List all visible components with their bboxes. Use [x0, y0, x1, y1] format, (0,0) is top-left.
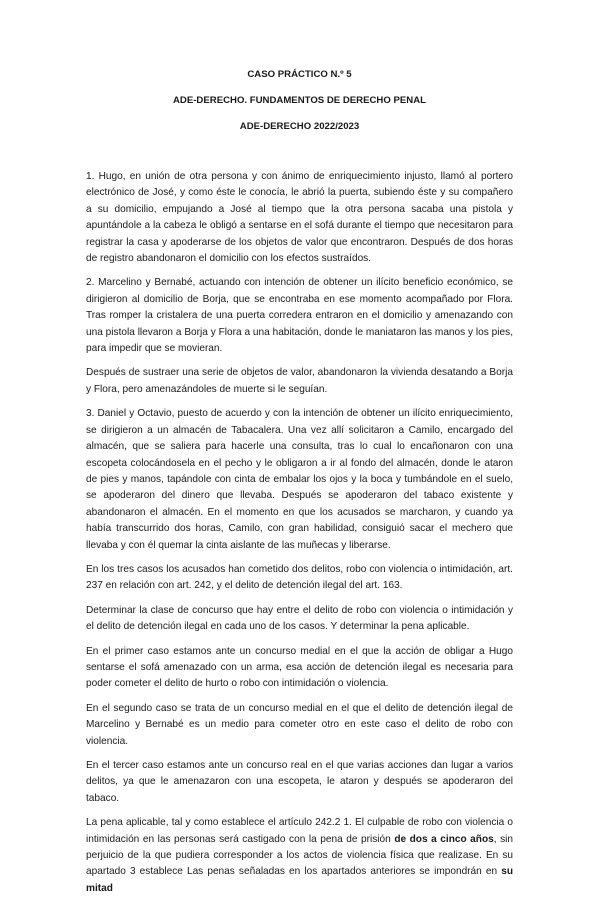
document-subtitle: ADE-DERECHO. FUNDAMENTOS DE DERECHO PENAL	[172, 95, 426, 106]
paragraph-applicable-penalty	[86, 815, 513, 897]
penalty-bold-a: de dos a cinco años	[394, 833, 494, 845]
paragraph-case-1: 1. Hugo, en unión de otra persona y con ánimo de enriquecimiento injusto, llamó al portero electrónico de José, y como éste le conocía, le abrió la puerta, subiendo éste y su compañero a su domicilio, empujando a José al tiempo que la otra persona sacaba una pistola y apuntándole a la cabeza le obligó a sentarse en el sofá durante el tiempo que necesitaron para registrar la casa y apoderarse de los objetos de valor que encontraron. Después de dos horas de registro abandonaron el domicilio con los efectos sustraídos.	[86, 171, 513, 265]
paragraph-answer-case-1: En el primer caso estamos ante un concurso medial en el que la acción de obligar a Hugo sentarse el sofá amenazado con un arma, esa acción de detención ilegal es necesaria para poder cometer el delito de hurto o robo con intimidación o violencia.	[86, 645, 513, 690]
paragraph-answer-case-3: En el tercer caso estamos ante un concurso real en el que varias acciones dan lugar a varios delitos, ya que le amenazaron con una escopeta, le ataron y después se apoderaron del tabaco.	[86, 760, 513, 804]
paragraph-answer-case-2: En el segundo caso se trata de un concurso medial en el que el delito de detención ilegal de Marcelino y Bernabé es un medio para cometer otro en este caso el delito de robo con violencia.	[86, 702, 513, 747]
paragraph-case-2-continued: Después de sustraer una serie de objetos de valor, abandonaron la vivienda desatando a Borja y Flora, pero amenazándoles de muerte si le seguían.	[86, 367, 513, 395]
penalty-text-b: , sin perjuicio de la que pudiera corresponder a los actos de violencia física que realizase. En su apartado 3 establece Las penas señaladas en los apartados anteriores se impondrán en	[86, 833, 513, 878]
penalty-text-a: La pena aplicable, tal y como establece el artículo 242.2 1. El culpable de robo con violencia o intimidación en las personas será castigado con la pena de prisión	[86, 817, 513, 845]
paragraph-case-2: 2. Marcelino y Bernabé, actuando con intención de obtener un ilícito beneficio económico, se dirigieron al domicilio de Borja, que se encontraba en ese momento acompañado por Flora. Tras romper la cristalera de una puerta corredera entraron en el domicilio y amenazando con una pistola llevaron a Borja y Flora a una habitación, donde le maniataron las manos y los pies, para impedir que se movieran.	[86, 277, 513, 355]
paragraph-case-3: 3. Daniel y Octavio, puesto de acuerdo y con la intención de obtener un ilícito enriquecimiento, se dirigieron a un almacén de Tabacalera. Una vez allí solicitaron a Camilo, encargado del almacén, que se saliera para hacerle una consulta, tras lo cual lo encañonaron con una escopeta colocándosela en el pecho y le obligaron a ir al fondo del almacén, donde le ataron de pies y manos, tapándole con cinta de embalar los ojos y la boca y tumbándole en el suelo, se apoderaron del dinero que llevaba. Después se apoderaron del tabaco existente y abandonaron el almacén. En el momento en que los acusados se marcharon, y cuando ya había transcurrido dos horas, Camilo, con gran habilidad, consiguió sacar el mechero que llevaba y con él quemar la cinta aislante de las muñecas y liberarse.	[86, 408, 513, 551]
penalty-bold-b: su mitad	[86, 866, 513, 894]
document-title: CASO PRÁCTICO N.º 5	[247, 69, 352, 80]
document-course: ADE-DERECHO 2022/2023	[239, 121, 360, 132]
paragraph-crimes-summary: En los tres casos los acusados han cometido dos delitos, robo con violencia o intimidación, art. 237 en relación con art. 242, y el delito de detención ilegal del art. 163.	[86, 563, 513, 592]
paragraph-question: Determinar la clase de concurso que hay entre el delito de robo con violencia o intimidación y el delito de detención ilegal en cada uno de los casos. Y determinar la pena aplicable.	[86, 604, 513, 633]
